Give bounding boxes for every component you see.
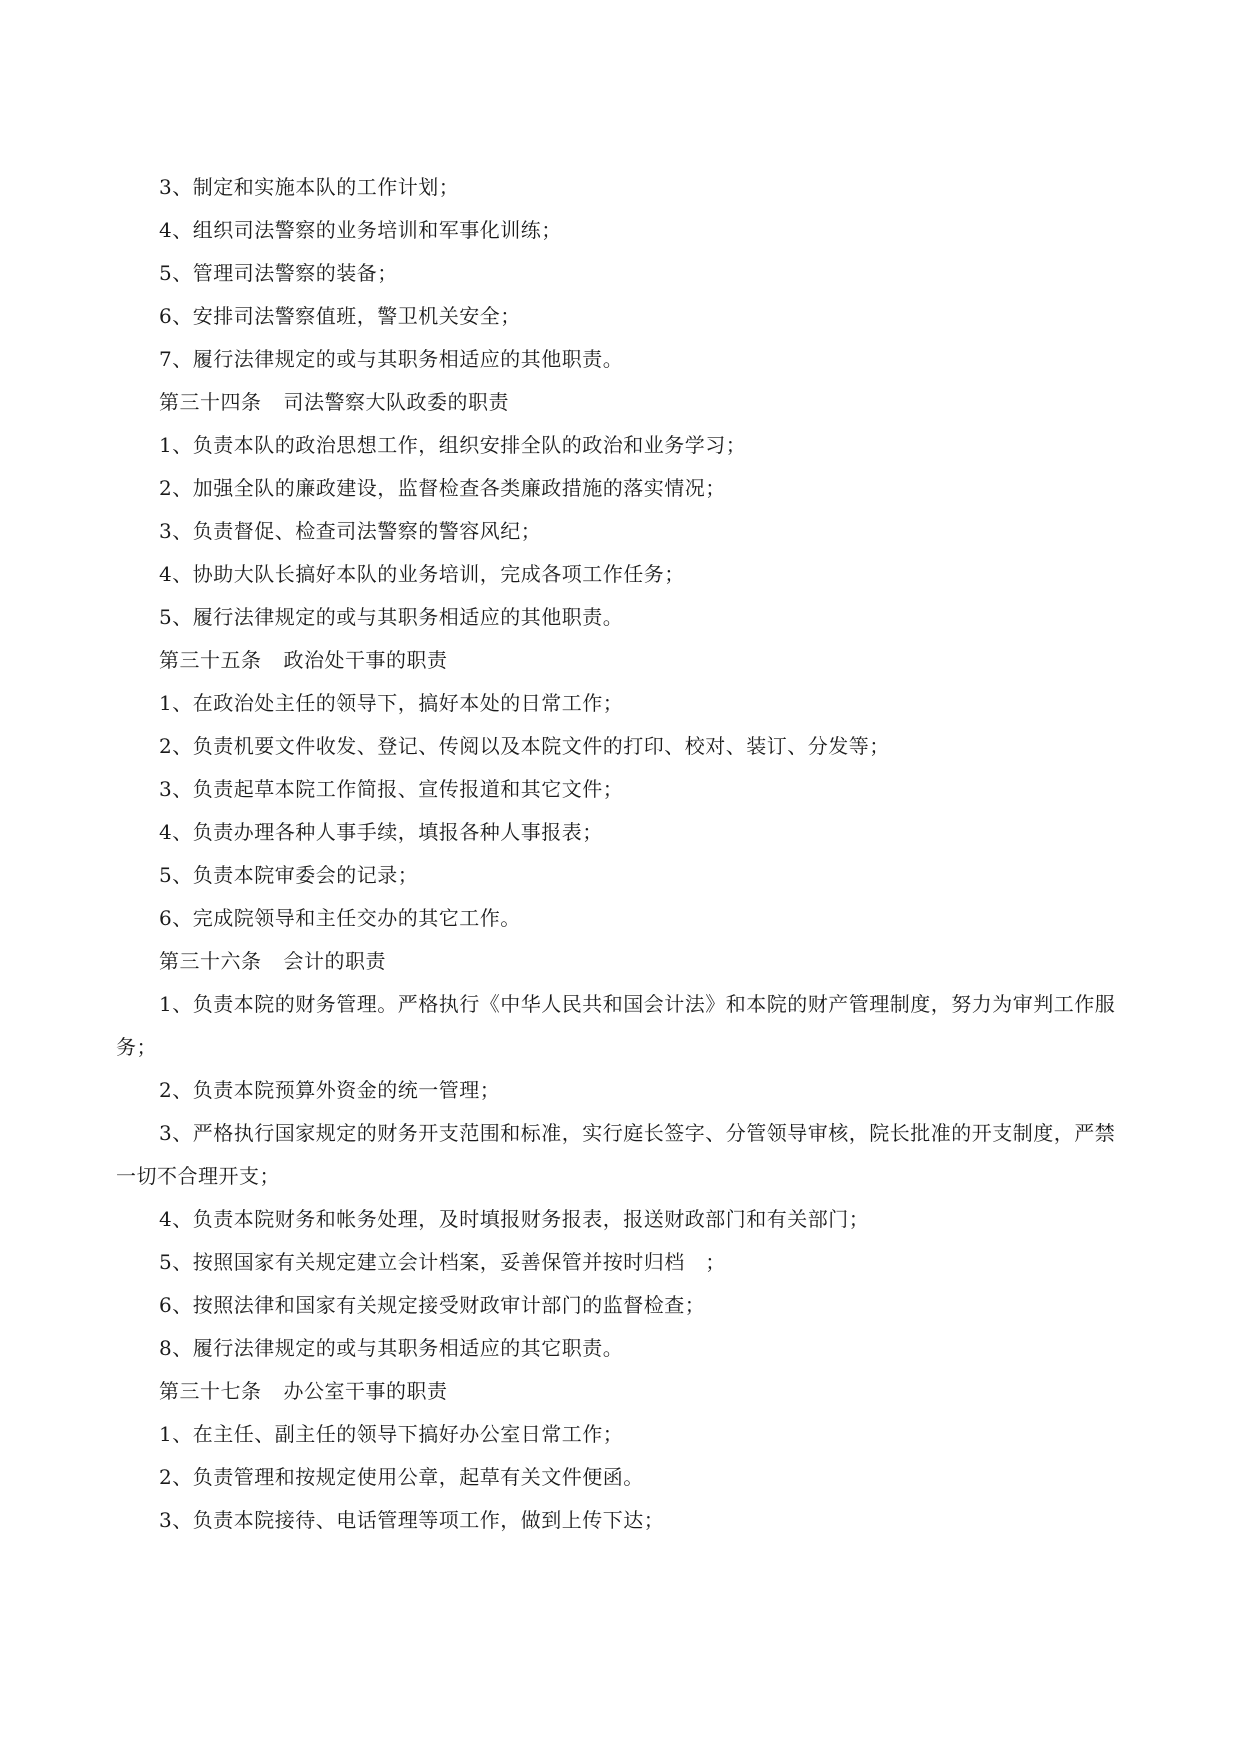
list-item: 6、完成院领导和主任交办的其它工作。: [159, 906, 521, 930]
list-item: 2、负责管理和按规定使用公章，起草有关文件便函。: [159, 1465, 644, 1489]
list-item: 5、管理司法警察的装备；: [159, 261, 398, 285]
article-heading: [116, 940, 1126, 983]
list-item: 5、负责本院审委会的记录；: [159, 863, 419, 887]
article-heading: [116, 639, 1126, 682]
list-item: 3、严格执行国家规定的财务开支范围和标准，实行庭长签字、分管领导审核，院长批准的开支制度，严禁一切不合理开支；: [116, 1121, 1116, 1188]
article-heading: [116, 1370, 1126, 1413]
article-title: 会计的职责: [283, 949, 386, 973]
list-item: 1、在主任、副主任的领导下搞好办公室日常工作；: [159, 1422, 624, 1446]
list-item: 5、履行法律规定的或与其职务相适应的其他职责。: [159, 605, 624, 629]
article-title: 办公室干事的职责: [283, 1379, 448, 1403]
list-item: 8、履行法律规定的或与其职务相适应的其它职责。: [159, 1336, 624, 1360]
article-number: 第三十四条: [159, 390, 262, 414]
list-item: 6、安排司法警察值班，警卫机关安全；: [159, 304, 521, 328]
list-item: 6、按照法律和国家有关规定接受财政审计部门的监督检查；: [159, 1293, 706, 1317]
article-number: 第三十五条: [159, 648, 262, 672]
list-item: 5、按照国家有关规定建立会计档案，妥善保管并按时归档 ；: [159, 1250, 726, 1274]
document-body: [116, 166, 1126, 1542]
list-item: 3、制定和实施本队的工作计划；: [159, 175, 460, 199]
article-number: 第三十六条: [159, 949, 262, 973]
list-item: 2、负责机要文件收发、登记、传阅以及本院文件的打印、校对、装订、分发等；: [159, 734, 890, 758]
list-item: 2、加强全队的廉政建设，监督检查各类廉政措施的落实情况；: [159, 476, 726, 500]
list-item: 3、负责本院接待、电话管理等项工作，做到上传下达；: [159, 1508, 665, 1532]
article-title: 司法警察大队政委的职责: [283, 390, 509, 414]
article-number: 第三十七条: [159, 1379, 262, 1403]
list-item: 4、负责本院财务和帐务处理，及时填报财务报表，报送财政部门和有关部门；: [159, 1207, 870, 1231]
list-item: 3、负责起草本院工作简报、宣传报道和其它文件；: [159, 777, 624, 801]
list-item: 1、负责本院的财务管理。严格执行《中华人民共和国会计法》和本院的财产管理制度，努力为审判工作服务；: [116, 992, 1116, 1059]
article-heading: [116, 381, 1126, 424]
list-item: 7、履行法律规定的或与其职务相适应的其他职责。: [159, 347, 624, 371]
article-title: 政治处干事的职责: [283, 648, 448, 672]
list-item: 3、负责督促、检查司法警察的警容风纪；: [159, 519, 542, 543]
list-item: 1、负责本队的政治思想工作，组织安排全队的政治和业务学习；: [159, 433, 747, 457]
list-item: 1、在政治处主任的领导下，搞好本处的日常工作；: [159, 691, 624, 715]
list-item: 2、负责本院预算外资金的统一管理；: [159, 1078, 501, 1102]
list-item: 4、负责办理各种人事手续，填报各种人事报表；: [159, 820, 603, 844]
list-item: 4、组织司法警察的业务培训和军事化训练；: [159, 218, 562, 242]
list-item: 4、协助大队长搞好本队的业务培训，完成各项工作任务；: [159, 562, 685, 586]
